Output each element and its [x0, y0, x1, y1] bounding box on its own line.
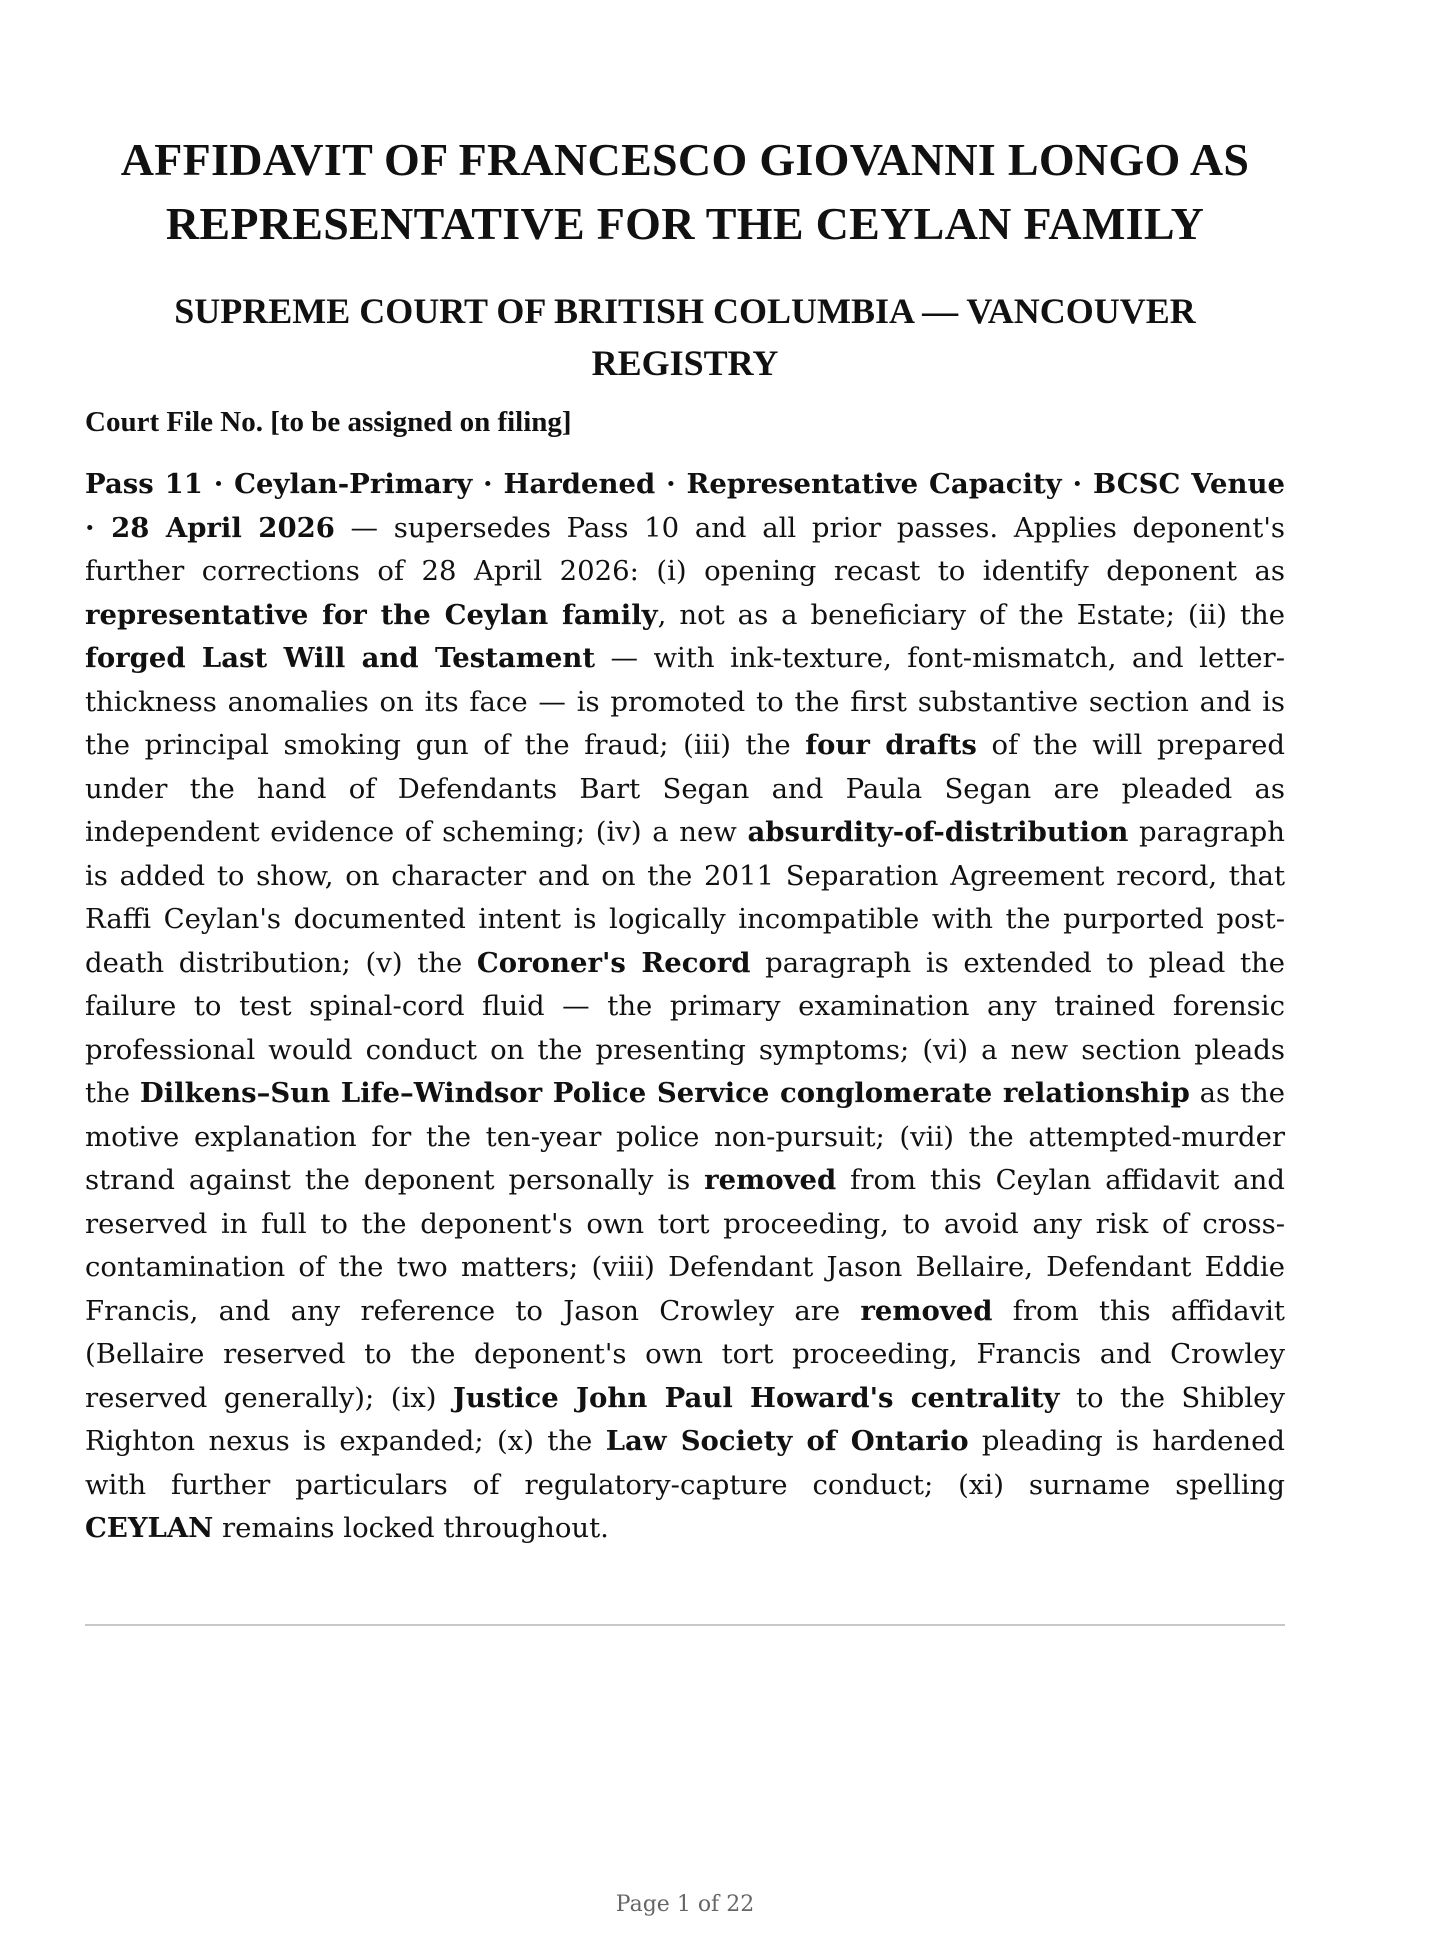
note-segment: as the motive explanation for the ten-year police non-pursuit; (vii) the attempted-murder strand against the deponent personally is: [85, 1077, 1285, 1196]
note-segment: pleading is hardened with further particulars of regulatory-capture conduct; (xi) surname spelling: [85, 1425, 1285, 1501]
document-page: [85, 0, 1285, 1948]
document-title-line-1: AFFIDAVIT OF FRANCESCO GIOVANNI LONGO AS: [120, 134, 1250, 185]
note-segment: representative for the Ceylan family: [85, 598, 658, 631]
court-heading: [85, 285, 1285, 389]
note-segment: absurdity-of-distribution: [747, 816, 1129, 848]
note-segment: from this affidavit (Bellaire reserved to the deponent's own tort proceeding, Francis and Crowley reserved generally); (ix): [85, 1294, 1285, 1414]
section-divider: [85, 1624, 1285, 1626]
note-segment: forged Last Will and Testament: [85, 642, 596, 674]
document-title-line-2: REPRESENTATIVE FOR THE CEYLAN FAMILY: [165, 198, 1205, 249]
document-title: [85, 128, 1285, 256]
court-heading-line-2: REGISTRY: [591, 343, 779, 383]
note-segment: paragraph is extended to plead the failure to test spinal-cord fluid — the primary examination any trained forensic professional would conduct on the presenting symptoms; (vi) a new section pleads the: [85, 946, 1285, 1109]
note-segment: Law Society of Ontario: [605, 1425, 969, 1457]
note-segment: , not as a beneficiary of the Estate; (ii) the: [657, 598, 1285, 631]
note-segment: — with ink-texture, font-mismatch, and letter-thickness anomalies on its face — is promoted to the first substantive section and is the principal smoking gun of the fraud; (iii) the: [85, 642, 1285, 761]
note-segment: removed: [704, 1164, 837, 1196]
note-segment: Dilkens–Sun Life–Windsor Police Service conglomerate relationship: [139, 1077, 1190, 1109]
note-segment: paragraph is added to show, on character and on the 2011 Separation Agreement record, that Raffi Ceylan's documented intent is logically incompatible with the purported post-death distribution; (v) the: [85, 816, 1285, 979]
note-segment: of the will prepared under the hand of Defendants Bart Segan and Paula Segan are pleaded as independent evidence of scheming; (iv) a new: [85, 729, 1285, 848]
note-segment: — supersedes Pass 10 and all prior passes. Applies deponent's further corrections of 28 April 2026: (i) opening recast to identify deponent as: [85, 511, 1285, 587]
note-segment: to the Shibley Righton nexus is expanded; (x) the: [85, 1381, 1285, 1457]
court-heading-line-1: SUPREME COURT OF BRITISH COLUMBIA — VANCOUVER: [174, 291, 1196, 331]
court-file-number: Court File No. [to be assigned on filing]: [85, 406, 572, 438]
note-segment: Coroner's Record: [476, 946, 751, 979]
note-segment: CEYLAN: [85, 1512, 214, 1544]
note-segment: four drafts: [805, 729, 977, 761]
note-segment: Justice John Paul Howard's centrality: [452, 1381, 1060, 1414]
page-number: Page 1 of 22: [615, 1892, 755, 1917]
pass-revision-note: [85, 463, 1285, 1551]
note-segment: from this Ceylan affidavit and reserved in full to the deponent's own tort proceeding, to avoid any risk of cross-contamination of the two matters; (viii) Defendant Jason Bellaire, Defendant Eddie Francis, and any reference to Jason Crowley are: [85, 1164, 1285, 1327]
note-segment: removed: [860, 1294, 993, 1327]
note-segment: Pass 11 · Ceylan-Primary · Hardened · Representative Capacity · BCSC Venue · 28 April 2026: [85, 468, 1285, 544]
note-segment: remains locked throughout.: [213, 1512, 609, 1544]
